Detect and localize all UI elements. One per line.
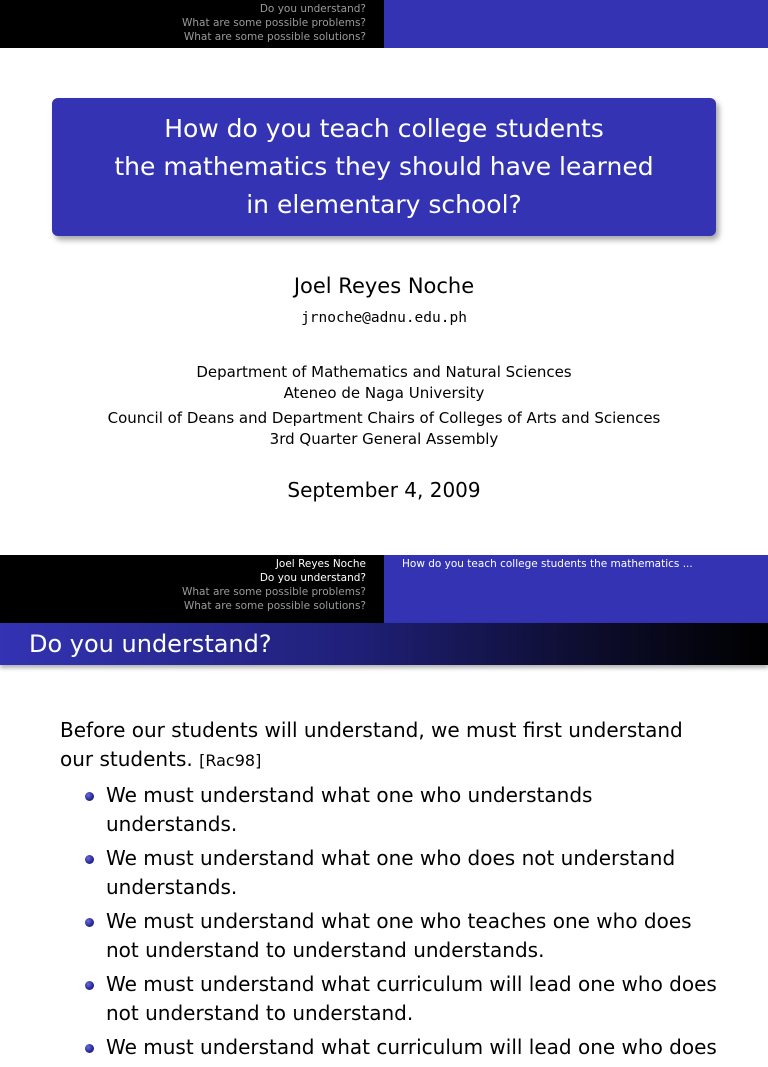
- affiliation-line: Department of Mathematics and Natural Sciences: [196, 363, 572, 381]
- nav-item-possible-solutions[interactable]: What are some possible solutions?: [183, 31, 366, 43]
- presentation-date: September 4, 2009: [287, 478, 481, 502]
- bullet-text: We must understand what curriculum will lead one who does: [106, 1035, 717, 1059]
- title-line-2: the mathematics they should have learned: [114, 152, 654, 181]
- list-item: [60, 1033, 720, 1062]
- bullet-icon: [85, 855, 94, 864]
- header-author: Joel Reyes Noche: [275, 558, 366, 570]
- intro-text: Before our students will understand, we must first understand our students.: [60, 718, 683, 771]
- list-item: [60, 970, 720, 1028]
- bullet-text: We must understand what one who understands understands.: [106, 783, 593, 836]
- author-name: Joel Reyes Noche: [293, 274, 475, 298]
- bullet-text: We must understand what curriculum will lead one who does not understand to understand.: [106, 972, 717, 1025]
- nav-item-possible-problems[interactable]: What are some possible problems?: [182, 17, 366, 29]
- slide2-header: [0, 555, 768, 623]
- affiliation-line: 3rd Quarter General Assembly: [269, 429, 499, 448]
- nav-item-possible-solutions[interactable]: What are some possible solutions?: [183, 600, 366, 612]
- bullet-text: We must understand what one who teaches one who does not understand to understand understands.: [106, 909, 692, 962]
- bullet-list: [60, 781, 720, 1062]
- title-line-3: in elementary school?: [246, 190, 522, 219]
- author-email: jrnoche@adnu.edu.ph: [301, 310, 467, 326]
- bullet-icon: [85, 792, 94, 801]
- slide1-header: [0, 0, 768, 48]
- nav-item-do-you-understand[interactable]: Do you understand?: [259, 572, 366, 584]
- bullet-text: We must understand what one who does not understand understands.: [106, 846, 676, 899]
- bullet-icon: [85, 918, 94, 927]
- header-short-title: How do you teach college students the mathematics ...: [402, 558, 693, 570]
- affiliation-line: Ateneo de Naga University: [283, 383, 485, 402]
- slide2-header-nav: [0, 555, 384, 623]
- affiliation-line: Council of Deans and Department Chairs of Colleges of Arts and Sciences: [107, 409, 661, 427]
- list-item: [60, 781, 720, 839]
- slide1-header-nav: [0, 0, 384, 48]
- intro-paragraph: [60, 716, 720, 775]
- bullet-icon: [85, 981, 94, 990]
- title-line-1: How do you teach college students: [164, 114, 604, 143]
- list-item: [60, 907, 720, 965]
- slide2-header-title-area: [384, 555, 768, 623]
- bullet-icon: [85, 1044, 94, 1053]
- affiliation-department: [0, 362, 768, 403]
- slide1-header-title-area: [384, 0, 768, 48]
- slide1-title-box: [52, 98, 716, 236]
- citation-link[interactable]: [Rac98]: [199, 751, 262, 770]
- list-item: [60, 844, 720, 902]
- nav-item-possible-problems[interactable]: What are some possible problems?: [182, 586, 366, 598]
- frame-title: Do you understand?: [0, 623, 768, 665]
- slide2-content: [60, 716, 720, 1067]
- nav-item-do-you-understand[interactable]: Do you understand?: [259, 3, 366, 15]
- affiliation-event: [0, 408, 768, 449]
